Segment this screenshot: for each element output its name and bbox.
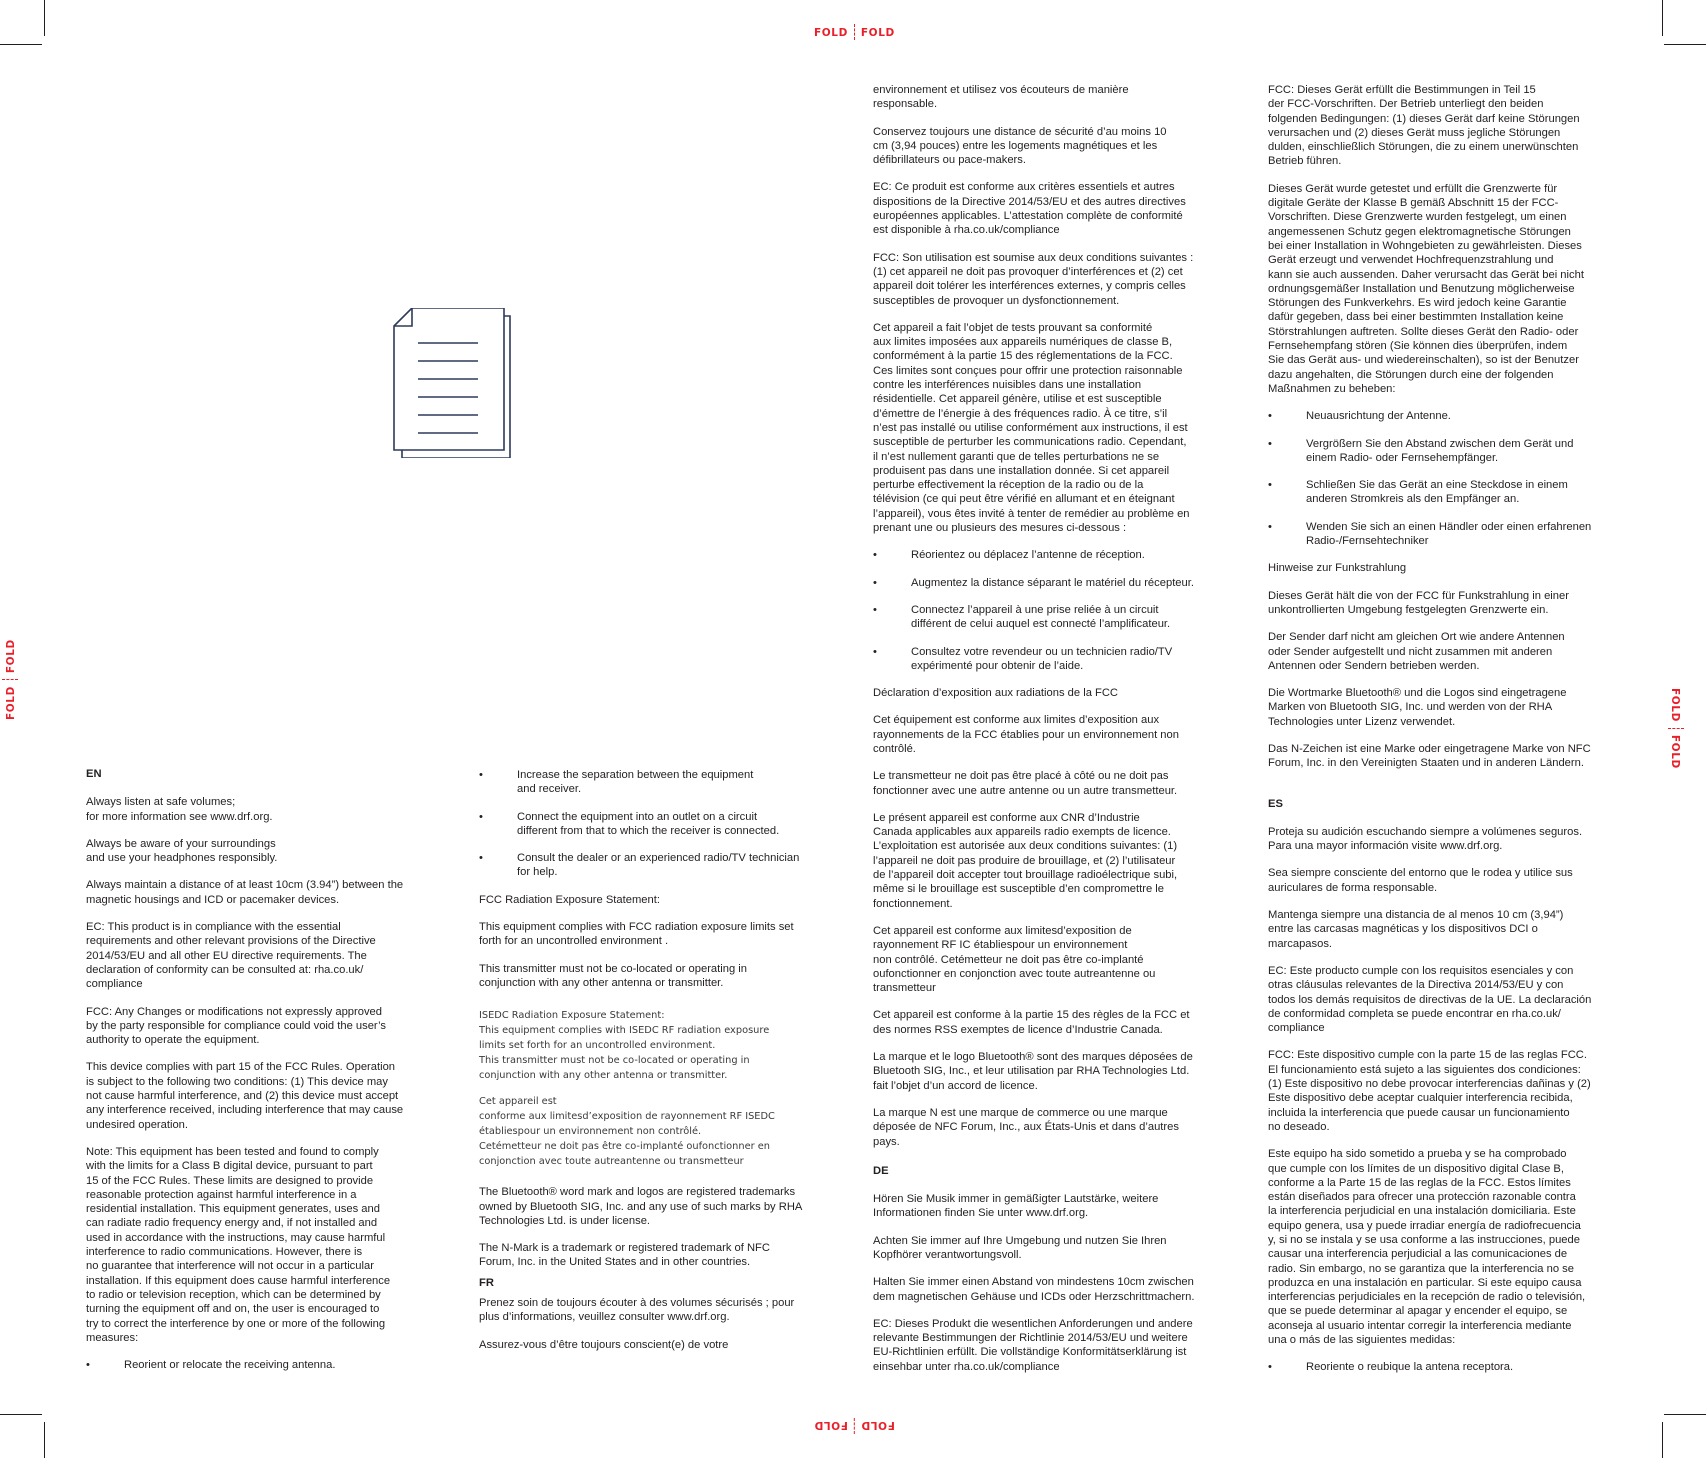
paragraph: Cet appareil a fait l’objet de tests prouvant sa conformité aux limites imposées aux appareils numériques de classe B, conformément à la partie 15 des réglementations de la FCC. Ces limites sont conçues pour offrir une protection raisonnable contre les interférences nuisibles dans une installation résidentielle. Cet appareil génère, utilise et est susceptible d’émettre de l’énergie à des fréquences radio. À ce titre, s’il n’est pas installé ou utilise conformément aux instructions, il est susceptible de perturber les communications radio. Cependant, il n’est nullement garanti que de telles perturbations ne se produisent pas dans une installation donnée. Si cet appareil perturbe effectivement la réception de la radio ou de la télévision (ce qui peut être vérifié en allumant et en éteignant l’appareil), vous êtes invité à tenter de remédier au problème en prenant une ou plusieurs des mesures ci-dessous : [873,321,1190,535]
paragraph: EC: Este producto cumple con los requisitos esenciales y con otras cláusulas relevantes de la Directiva 2014/53/EU y con todos los demás requisitos de directivas de la UE. La declaración de conformidad completa se puede encontrar en rha.co.uk/ compliance [1268,964,1592,1035]
bullet-list [873,548,1233,673]
paragraph: The Bluetooth® word mark and logos are registered trademarks owned by Bluetooth SIG, Inc. and any use of such marks by RHA Technologies Ltd. is under license. [479,1186,803,1227]
paragraph: Der Sender darf nicht am gleichen Ort wie andere Antennen oder Sender aufgestellt und nicht zusammen mit anderen Antennen oder Sendern betrieben werden. [1268,631,1565,672]
paragraph: Always be aware of your surroundings and use your headphones responsibly. [86,837,278,865]
column-fr-de [873,83,1233,1387]
paragraph: Note: This equipment has been tested and found to comply with the limits for a Class B digital device, pursuant to part 15 of the FCC Rules. These limits are designed to provide reasonable protection against harmful interference in a residential installation. This equipment generates, uses and can radiate radio frequency energy and, if not installed and used in accordance with the instructions, may cause harmful interference to radio communications. However, there is no guarantee that interference will not occur in a particular installation. If this equipment does cause harmful interference to radio or television reception, which can be determined by turning the equipment off and on, the user is encouraged to try to correct the interference by one or more of the following measures: [86,1145,391,1344]
list-item: • Wenden Sie sich an einen Händler oder einen erfahrenen Radio-/Fernsehtechniker [1268,520,1638,549]
paragraph: This transmitter must not be co-located or operating in conjunction with any other antenna or transmitter. [479,962,748,989]
paragraph: Cet appareil est conforme à la partie 15 des règles de la FCC et des normes RSS exemptes de licence d’Industrie Canada. [873,1009,1190,1036]
list-item: • Schließen Sie das Gerät an eine Steckdose in einem anderen Stromkreis als den Empfänger an. [1268,478,1638,507]
paragraph: Dieses Gerät wurde getestet und erfüllt die Grenzwerte für digitale Geräte der Klasse B gemäß Abschnitt 15 der FCC- Vorschriften. Diese Grenzwerte wurden festgelegt, um einen angemessenen Schutz gegen elektromagnetische Störungen bei einer Installation in Wohngebieten zu gewährleisten. Dieses Gerät erzeugt und verwendet Hochfrequenzstrahlung und kann sie auch aussenden. Daher verursacht das Gerät bei nicht ordnungsgemäßer Installation und Benutzung möglicherweise Störungen des Funkverkehrs. Es wird jedoch keine Garantie dafür gegeben, dass bei einer bestimmten Installation keine Störstrahlungen auftreten. Sollte dieses Gerät den Radio- oder Fernsehempfang stören (Sie können dies überprüfen, indem Sie das Gerät aus- und wiedereinschalten), so ist der Benutzer dazu angehalten, die Störungen durch eine der folgenden Maßnahmen zu beheben: [1268,182,1584,395]
paragraph: Achten Sie immer auf Ihre Umgebung und nutzen Sie Ihren Kopfhörer verantwortungsvoll. [873,1234,1167,1261]
list-item: • Augmentez la distance séparant le matériel du récepteur. [873,576,1233,590]
crop-mark [44,0,45,36]
paragraph: FCC: Son utilisation est soumise aux deux conditions suivantes : (1) cet appareil ne doit pas provoquer d’interférences et (2) cet appareil doit tolérer les interférences externes, y compris celles susceptibles de provoquer un dysfonctionnement. [873,251,1194,307]
list-item: • Réorientez ou déplacez l’antenne de réception. [873,548,1233,562]
column-en-continued [479,768,839,1365]
paragraph: Este equipo ha sido sometido a prueba y se ha comprobado que cumple con los límites de un dispositivo digital Clase B, conforme a la Parte 15 de las reglas de la FCC. Estos límites están diseñados para ofrecer una protección razonable contra la interferencia perjudicial en una instalación domiciliaria. Este equipo genera, usa y puede irradiar energía de radiofrecuencia y, si no se instala y se usa conforme a las instrucciones, puede causar una interferencia perjudicial a las comunicaciones de radio. Sin embargo, no se garantiza que la interferencia no se produzca en una instalación en particular. Si este equipo causa interferencias perjudiciales en la recepción de radio o televisión, que se puede determinar al apagar y encender el equipo, se aconseja al usuario intentar corregir la interferencia mediante una o más de las siguientes medidas: [1268,1148,1586,1347]
paragraph: EC: Dieses Produkt die wesentlichen Anforderungen und andere relevante Bestimmungen der Richtlinie 2014/53/EU und weitere EU-Richtlinien erfüllt. Die vollständige Konformitätserklärung ist einsehbar unter rha.co.uk/compliance [873,1317,1193,1373]
list-item: • Reorient or relocate the receiving antenna. [86,1358,446,1372]
list-item: • Neuausrichtung der Antenne. [1268,409,1638,423]
bullet-list [1268,409,1638,548]
paragraph: Cet appareil est conforme aux limitesd’exposition de rayonnement RF IC établiespour un environnement non contrôlé. Cetémetteur ne doit pas être co-implanté oufonctionner en conjonction avec toute autreantenne ou transmetteur [873,924,1156,995]
document-icon [392,308,512,463]
paragraph: FCC Radiation Exposure Statement: [479,893,660,906]
bullet-list [86,1358,446,1372]
bullet-list [479,768,839,880]
paragraph: Dieses Gerät hält die von der FCC für Funkstrahlung in einer unkontrollierten Umgebung festgelegten Grenzwerte ein. [1268,589,1569,616]
paragraph: FCC: Este dispositivo cumple con la parte 15 de las reglas FCC. El funcionamiento está sujeto a las siguientes dos condiciones: (1) Este dispositivo no debe provocar interferencias dañinas y (2) Este dispositivo debe aceptar cualquier interferencia recibida, incluida la interferencia que puede causar un funcionamiento no deseado. [1268,1049,1591,1133]
paragraph: FCC: Any Changes or modifications not expressly approved by the party responsible for compliance could void the user’s authority to operate the equipment. [86,1005,386,1047]
fold-mark-right: FOLDFOLD [1668,688,1684,769]
list-item: • Connect the equipment into an outlet on a circuit different from that to which the receiver is connected. [479,810,839,839]
paragraph: Hinweise zur Funkstrahlung [1268,562,1407,575]
list-item: • Consultez votre revendeur ou un technicien radio/TV expérimenté pour obtenir de l’aide. [873,645,1233,674]
paragraph: Proteja su audición escuchando siempre a volúmenes seguros. Para una mayor información visite www.drf.org. [1268,825,1583,853]
paragraph: Das N-Zeichen ist eine Marke oder eingetragene Marke von NFC Forum, Inc. in den Vereinigten Staaten und in anderen Ländern. [1268,742,1591,770]
fold-mark-bottom: FOLDFOLD [814,1418,895,1434]
section-heading-fr: FR [479,1276,494,1289]
paragraph: Assurez-vous d’être toujours conscient(e) de votre [479,1338,729,1351]
section-heading-de: DE [873,1164,889,1177]
paragraph: environnement et utilisez vos écouteurs de manière responsable. [873,84,1129,111]
paragraph: Cet équipement est conforme aux limites d’exposition aux rayonnements de la FCC établies pour un environnement non contrôlé. [873,714,1179,755]
paragraph: Halten Sie immer einen Abstand von mindestens 10cm zwischen dem magnetischen Gehäuse und ICDs oder Herzschrittmachern. [873,1276,1195,1303]
paragraph: Le présent appareil est conforme aux CNR d’Industrie Canada applicables aux appareils radio exempts de licence. L’exploitation est autorisée aux deux conditions suivantes: (1) l’appareil ne doit pas produire de brouillage, et (2) l’utilisateur de l’appareil doit accepter tout brouillage radioélectrique subi, même si le brouillage est susceptible d’en compromettre le fonctionnement. [873,811,1178,910]
crop-mark [1664,1414,1706,1415]
paragraph: Cet appareil est conforme aux limitesd’exposition de rayonnement RF ISEDC établiespour un environnement non contrôlé. Cetémetteur ne doit pas être co-implanté oufonctionner en conjonction avec toute autreantenne ou transmetteur [479,1096,775,1168]
paragraph: La marque et le logo Bluetooth® sont des marques déposées de Bluetooth SIG, Inc., et leur utilisation par RHA Technologies Ltd. fait l’objet d’un accord de licence. [873,1051,1193,1092]
paragraph: Prenez soin de toujours écouter à des volumes sécurisés ; pour plus d’informations, veuillez consulter www.drf.org. [479,1297,795,1324]
paragraph: Die Wortmarke Bluetooth® und die Logos sind eingetragene Marken von Bluetooth SIG, Inc. und werden von der RHA Technologies unter Lizenz verwendet. [1268,687,1567,728]
paragraph: Always listen at safe volumes; for more information see www.drf.org. [86,796,273,823]
fold-mark-left: FOLDFOLD [2,639,18,720]
paragraph: EC: Ce produit est conforme aux critères essentiels et autres dispositions de la Directive 2014/53/EU et des autres directives européennes applicables. L’attestation complète de conformité est disponible à rha.co.uk/compliance [873,181,1186,237]
paragraph: Mantenga siempre una distancia de al menos 10 cm (3,94”) entre las carcasas magnéticas y los dispositivos DCI o marcapasos. [1268,909,1564,950]
column-en [86,767,446,1385]
crop-mark [0,44,42,45]
column-de-es [1268,83,1638,1388]
paragraph: The N-Mark is a trademark or registered trademark of NFC Forum, Inc. in the United States and in other countries. [479,1242,770,1269]
crop-mark [1662,1422,1663,1458]
isedc-statement [479,1008,839,1169]
section-heading-es: ES [1268,797,1283,810]
paragraph: Hören Sie Musik immer in gemäßigter Lautstärke, weitere Informationen finden Sie unter www.drf.org. [873,1193,1159,1220]
paragraph: La marque N est une marque de commerce ou une marque déposée de NFC Forum, Inc., aux États-Unis et dans d’autres pays. [873,1106,1179,1148]
list-item: • Consult the dealer or an experienced radio/TV technician for help. [479,851,839,880]
list-item: • Reoriente o reubique la antena receptora. [1268,1360,1638,1374]
paragraph: EC: This product is in compliance with the essential requirements and other relevant provisions of the Directive 2014/53/EU and all other EU directive requirements. The declaration of conformity can be consulted at: rha.co.uk/ compliance [86,921,376,991]
bullet-list [1268,1360,1638,1374]
list-item: • Vergrößern Sie den Abstand zwischen dem Gerät und einem Radio- oder Fernsehempfänger. [1268,437,1638,466]
crop-mark [0,1414,42,1415]
paragraph: Conservez toujours une distance de sécurité d’au moins 10 cm (3,94 pouces) entre les logements magnétiques et les défibrillateurs ou pace-makers. [873,125,1167,167]
crop-mark [1664,44,1706,45]
paragraph: This device complies with part 15 of the FCC Rules. Operation is subject to the following two conditions: (1) This device may not cause harmful interference, and (2) this device must accept any interference received, including interference that may cause undesired operation. [86,1061,404,1131]
paragraph: Sea siempre consciente del entorno que le rodea y utilice sus auriculares de forma responsable. [1268,867,1573,894]
paragraph: ISEDC Radiation Exposure Statement: This equipment complies with ISEDC RF radiation exposure limits set forth for an uncontrolled environment. This transmitter must not be co-located or operating in conjunction with any other antenna or transmitter. [479,1010,770,1082]
section-heading-en: EN [86,768,102,780]
paragraph: Déclaration d’exposition aux radiations de la FCC [873,687,1119,700]
paragraph: Le transmetteur ne doit pas être placé à côté ou ne doit pas fonctionner avec une autre antenne ou un autre transmetteur. [873,770,1178,797]
list-item: • Connectez l’appareil à une prise reliée à un circuit différent de celui auquel est connecté l’amplificateur. [873,603,1233,632]
crop-mark [1662,0,1663,36]
paragraph: This equipment complies with FCC radiation exposure limits set forth for an uncontrolled environment . [479,921,794,948]
list-item: • Increase the separation between the equipment and receiver. [479,768,839,797]
paragraph: FCC: Dieses Gerät erfüllt die Bestimmungen in Teil 15 der FCC-Vorschriften. Der Betrieb unterliegt den beiden folgenden Bedingungen: (1) dieses Gerät darf keine Störungen verursachen und (2) dieses Gerät muss jegliche Störungen dulden, einschließlich Störungen, die zu einem unerwünschten Betrieb führen. [1268,84,1580,168]
paragraph: Always maintain a distance of at least 10cm (3.94”) between the magnetic housings and ICD or pacemaker devices. [86,879,404,906]
fold-mark-top: FOLD FOLD [814,24,895,40]
crop-mark [44,1422,45,1458]
